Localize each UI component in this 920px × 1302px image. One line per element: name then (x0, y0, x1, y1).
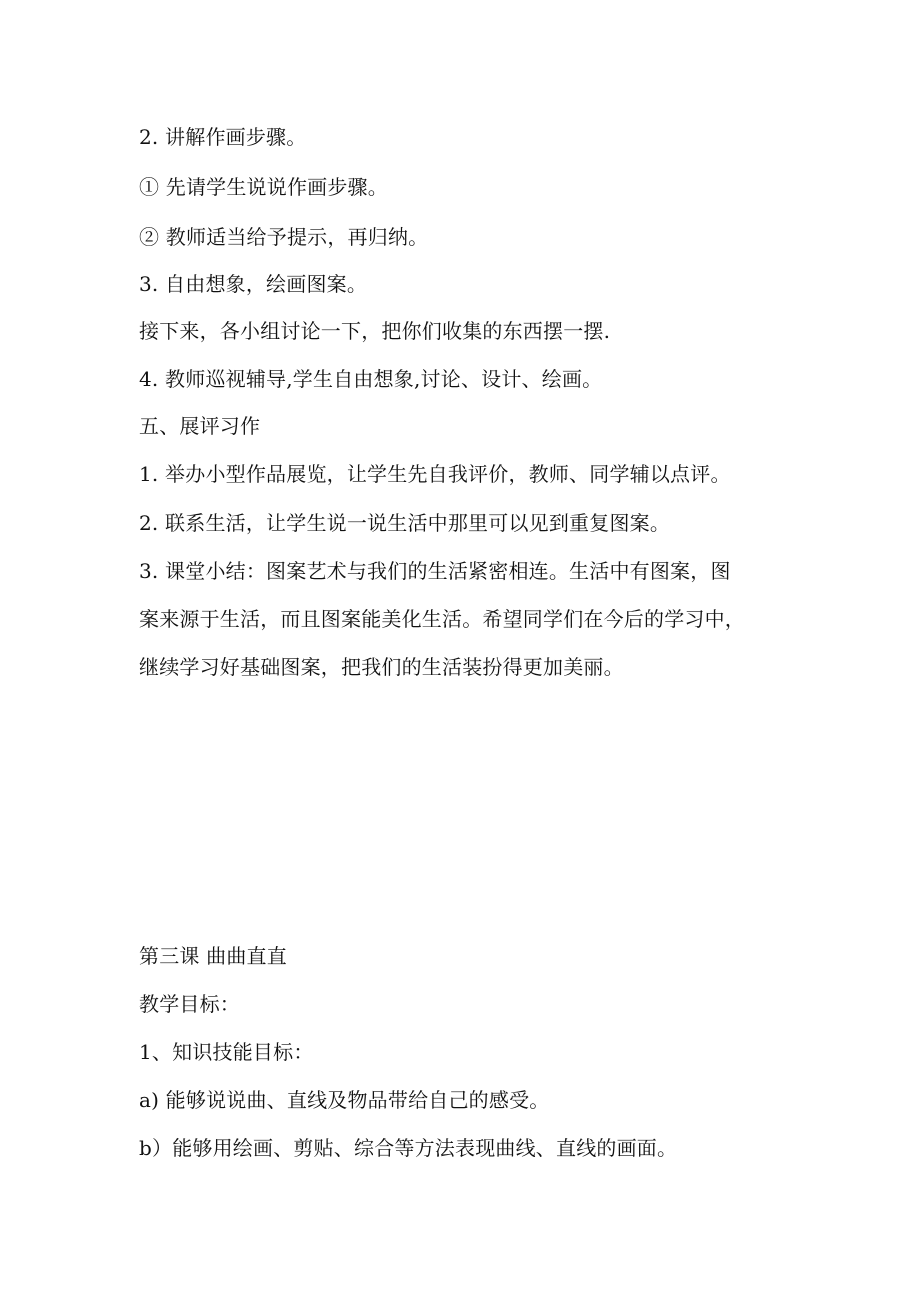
text-line: 4. 教师巡视辅导,学生自由想象,讨论、设计、绘画。 (139, 367, 603, 391)
text-line: 1. 举办小型作品展览，让学生先自我评价，教师、同学辅以点评。 (139, 462, 731, 486)
text-line: 1、知识技能目标： (139, 1040, 314, 1064)
text-line: ② 教师适当给予提示，再归纳。 (139, 225, 429, 249)
text-line: b）能够用绘画、剪贴、综合等方法表现曲线、直线的画面。 (139, 1136, 678, 1160)
text-line: 2. 讲解作画步骤。 (139, 125, 307, 149)
text-line: 3. 自由想象，绘画图案。 (139, 272, 368, 296)
text-line: 继续学习好基础图案，把我们的生活装扮得更加美丽。 (139, 655, 624, 679)
text-line: a) 能够说说曲、直线及物品带给自己的感受。 (139, 1088, 550, 1112)
section-heading: 五、展评习作 (139, 414, 261, 438)
text-line: 接下来，各小组讨论一下，把你们收集的东西摆一摆. (139, 319, 611, 343)
text-line: 案来源于生活，而且图案能美化生活。希望同学们在今后的学习中， (139, 607, 745, 631)
text-line: 教学目标： (139, 992, 240, 1016)
text-line: ① 先请学生说说作画步骤。 (139, 175, 388, 199)
text-line: 3. 课堂小结：图案艺术与我们的生活紧密相连。生活中有图案，图 (139, 559, 731, 583)
text-line: 2. 联系生活，让学生说一说生活中那里可以见到重复图案。 (139, 511, 671, 535)
lesson-title: 第三课 曲曲直直 (139, 944, 287, 968)
